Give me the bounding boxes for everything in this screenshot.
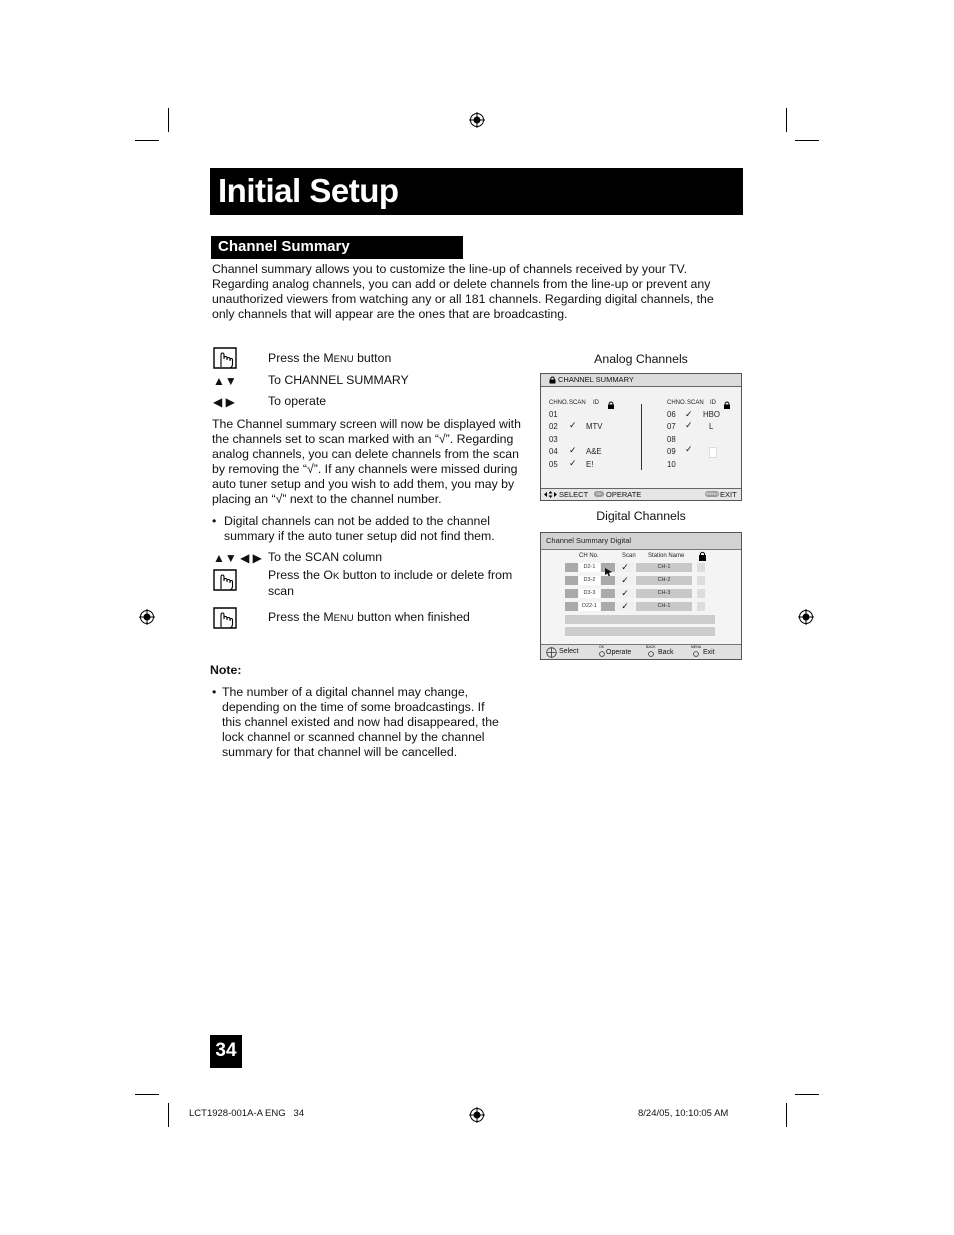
analog-ch-number: 07 xyxy=(667,422,676,431)
scan-check-icon[interactable]: ✓ xyxy=(616,602,634,611)
four-way-arrow-icon xyxy=(546,647,557,658)
station-name: CH-1 xyxy=(636,563,692,572)
scan-check-icon[interactable]: ✓ xyxy=(616,576,634,585)
analog-header-label: CHANNEL SUMMARY xyxy=(558,375,634,384)
analog-channel-summary-screen xyxy=(540,373,742,501)
footer-operate: OPERATE xyxy=(606,490,642,499)
menu-button-icon: MENU xyxy=(706,491,718,496)
lock-icon xyxy=(699,551,706,561)
ok-label-small: OK xyxy=(599,645,605,649)
crop-mark xyxy=(135,140,159,141)
crop-mark xyxy=(786,108,787,132)
step-text: Press the M xyxy=(268,351,334,365)
registration-mark-icon xyxy=(469,112,485,128)
step-press-menu xyxy=(268,351,391,367)
analog-ch-number: 03 xyxy=(549,435,558,444)
col-scan: SCAN xyxy=(569,400,586,406)
hand-press-icon xyxy=(212,606,238,630)
scan-check-icon[interactable]: ✓ xyxy=(685,420,693,430)
page-number: 34 xyxy=(215,1040,237,1061)
ok-button-icon xyxy=(599,651,605,657)
footer-operate: Operate xyxy=(606,649,632,656)
analog-ch-number: 05 xyxy=(549,460,558,469)
scan-check-icon[interactable]: ✓ xyxy=(616,589,634,598)
instruction-paragraph xyxy=(212,417,530,507)
digital-header-label: Channel Summary Digital xyxy=(546,536,632,545)
page-title: Initial Setup xyxy=(218,172,399,209)
hand-press-icon xyxy=(212,346,238,370)
lock-icon xyxy=(549,376,556,384)
crop-mark xyxy=(795,140,819,141)
intro-paragraph xyxy=(212,262,742,322)
lock-cell[interactable] xyxy=(697,589,705,598)
analog-ch-number: 08 xyxy=(667,435,676,444)
para-line: the channels set to scan marked with an “√”. Regarding xyxy=(212,432,514,446)
analog-station-id: A&E xyxy=(586,447,602,456)
analog-ch-number: 01 xyxy=(549,410,558,419)
crop-mark xyxy=(168,108,169,132)
bullet-dot: • xyxy=(212,685,217,699)
menu-label-small: MENU xyxy=(691,645,702,649)
footer-file-info: LCT1928-001A-A ENG 34 xyxy=(189,1108,305,1119)
note-line: this channel existed and now had disappeared, the xyxy=(222,715,499,729)
scan-check-icon[interactable]: ✓ xyxy=(569,458,577,468)
step-text: button when finished xyxy=(353,610,470,624)
section-title-bar xyxy=(211,236,463,259)
four-way-arrow-icon xyxy=(544,491,557,498)
registration-mark-icon xyxy=(798,609,814,625)
scan-check-icon[interactable]: ✓ xyxy=(685,409,693,419)
lock-cell[interactable] xyxy=(697,576,705,585)
step-press-menu-finished xyxy=(268,610,470,626)
digital-table-row[interactable] xyxy=(565,563,715,573)
bullet-text xyxy=(222,685,499,760)
registration-mark-icon xyxy=(469,1107,485,1123)
col-scan: SCAN xyxy=(687,400,704,406)
digital-ch-number: D2-1 xyxy=(579,563,600,572)
row-marker xyxy=(565,602,578,611)
step-channel-summary: To CHANNEL SUMMARY xyxy=(268,373,409,387)
footer-exit: Exit xyxy=(703,649,715,656)
column-divider xyxy=(641,404,642,470)
scan-check-icon[interactable]: ✓ xyxy=(569,445,577,455)
lock-cell[interactable] xyxy=(697,602,705,611)
step-operate: To operate xyxy=(268,394,327,408)
analog-screen-footer xyxy=(541,488,741,500)
scan-check-icon[interactable]: ✓ xyxy=(616,563,634,572)
digital-screen-footer xyxy=(541,644,741,659)
station-name: CH-2 xyxy=(636,576,692,585)
para-line: The Channel summary screen will now be displayed with xyxy=(212,417,521,431)
step-press-ok xyxy=(268,568,538,599)
ok-button-icon: OK xyxy=(594,491,604,497)
back-button-icon xyxy=(648,651,654,657)
analog-station-id: HBO xyxy=(703,410,720,419)
analog-station-id: E! xyxy=(586,460,594,469)
note-line: depending on the time of some broadcastings. If xyxy=(222,700,485,714)
intro-line: only channels that will appear are the ones that are broadcasting. xyxy=(212,307,568,321)
col-ch-no: CH No. xyxy=(579,553,599,559)
footer-select: Select xyxy=(559,648,579,655)
bullet-line: summary if the auto tuner setup did not find them. xyxy=(224,529,495,543)
menu-button-icon xyxy=(693,651,699,657)
registration-mark-icon xyxy=(139,609,155,625)
hand-press-icon xyxy=(212,568,238,592)
intro-line: Regarding analog channels, you can add or delete channels from the line-up or prevent any xyxy=(212,277,711,291)
note-line: lock channel or scanned channel by the channel xyxy=(222,730,485,744)
station-name: CH-3 xyxy=(636,589,692,598)
footer-select: SELECT xyxy=(559,490,589,499)
analog-ch-number: 06 xyxy=(667,410,676,419)
col-id: ID xyxy=(593,400,599,406)
step-text: Press the M xyxy=(268,610,334,624)
para-line: analog channels, you can delete channels from the scan xyxy=(212,447,519,461)
footer-timestamp: 8/24/05, 10:10:05 AM xyxy=(638,1108,729,1119)
up-down-arrow-icon: ▲▼ xyxy=(213,374,237,388)
scan-check-icon[interactable]: ✓ xyxy=(685,444,693,454)
intro-line: unauthorized viewers from watching any or all 181 channels. Regarding digital channels, the xyxy=(212,292,714,306)
row-marker xyxy=(601,602,615,611)
scan-check-icon[interactable]: ✓ xyxy=(569,420,577,430)
station-name: CH-1 xyxy=(636,602,692,611)
col-id: ID xyxy=(710,400,716,406)
step-text: button to include or delete from xyxy=(339,568,513,582)
step-scan-column: To the SCAN column xyxy=(268,550,383,564)
analog-ch-number: 09 xyxy=(667,447,676,456)
col-chno: CHNO. xyxy=(549,400,569,406)
footer-exit: EXIT xyxy=(720,490,737,499)
row-marker xyxy=(601,589,615,598)
intro-line: Channel summary allows you to customize the line-up of channels received by your TV. xyxy=(212,262,688,276)
step-text-smallcaps: ENU xyxy=(333,354,354,365)
col-station-name: Station Name xyxy=(648,553,685,559)
digital-ch-number: D22-1 xyxy=(579,602,600,611)
analog-caption: Analog Channels xyxy=(594,352,688,366)
bullet-text xyxy=(224,514,495,544)
pointer-cursor-icon xyxy=(605,568,613,576)
digital-screen-header xyxy=(541,533,741,550)
bullet-dot: • xyxy=(212,514,217,528)
bullet-line: Digital channels can not be added to the channel xyxy=(224,514,490,528)
digital-table-row[interactable] xyxy=(565,589,715,599)
crop-mark xyxy=(795,1094,819,1095)
crop-mark xyxy=(168,1103,169,1127)
analog-station-id: MTV xyxy=(586,422,603,431)
row-marker xyxy=(565,576,578,585)
digital-table-row[interactable] xyxy=(565,576,715,586)
para-line: placing an “√” next to the channel number. xyxy=(212,492,442,506)
lock-icon xyxy=(724,401,730,409)
note-line: summary for that channel will be cancelled. xyxy=(222,745,458,759)
row-marker xyxy=(565,563,578,572)
step-text: scan xyxy=(268,584,294,598)
empty-row xyxy=(565,615,715,624)
analog-ch-number: 02 xyxy=(549,422,558,431)
col-chno: CHNO. xyxy=(667,400,687,406)
analog-station-id: L xyxy=(709,422,714,431)
digital-channel-summary-screen xyxy=(540,532,742,660)
page-title-bar xyxy=(210,168,743,215)
crop-mark xyxy=(786,1103,787,1127)
crop-mark xyxy=(135,1094,159,1095)
back-label-small: BACK xyxy=(646,645,656,649)
col-scan: Scan xyxy=(622,553,636,559)
arrow-keys-icon: ▲▼ ◀ ▶ xyxy=(213,551,262,565)
lock-cell[interactable] xyxy=(697,563,705,572)
row-marker xyxy=(601,576,615,585)
left-right-arrow-icon: ◀ ▶ xyxy=(213,395,235,409)
step-text-smallcaps: K xyxy=(332,571,340,582)
step-text: button xyxy=(353,351,392,365)
lock-icon xyxy=(608,401,614,409)
bullet-digital-channels xyxy=(212,514,532,546)
para-line: by removing the “√”. If any channels were missed during xyxy=(212,462,518,476)
note-heading: Note: xyxy=(210,663,242,677)
digital-table-row[interactable] xyxy=(565,602,715,612)
note-line: The number of a digital channel may change, xyxy=(222,685,469,699)
note-bullet xyxy=(212,685,532,765)
step-text: Press the O xyxy=(268,568,333,582)
digital-ch-number: D3-2 xyxy=(579,576,600,585)
para-line: auto tuner setup and you wish to add them, you may by xyxy=(212,477,515,491)
analog-screen-header xyxy=(541,374,741,387)
analog-ch-number: 10 xyxy=(667,460,676,469)
digital-ch-number: D3-3 xyxy=(579,589,600,598)
analog-ch-number: 04 xyxy=(549,447,558,456)
digital-caption: Digital Channels xyxy=(596,509,686,523)
section-title: Channel Summary xyxy=(218,238,350,255)
step-text-smallcaps: ENU xyxy=(333,613,354,624)
footer-back: Back xyxy=(658,649,674,656)
row-marker xyxy=(565,589,578,598)
empty-row xyxy=(565,627,715,636)
page-number-box xyxy=(210,1035,242,1068)
selection-cursor[interactable] xyxy=(709,447,717,458)
